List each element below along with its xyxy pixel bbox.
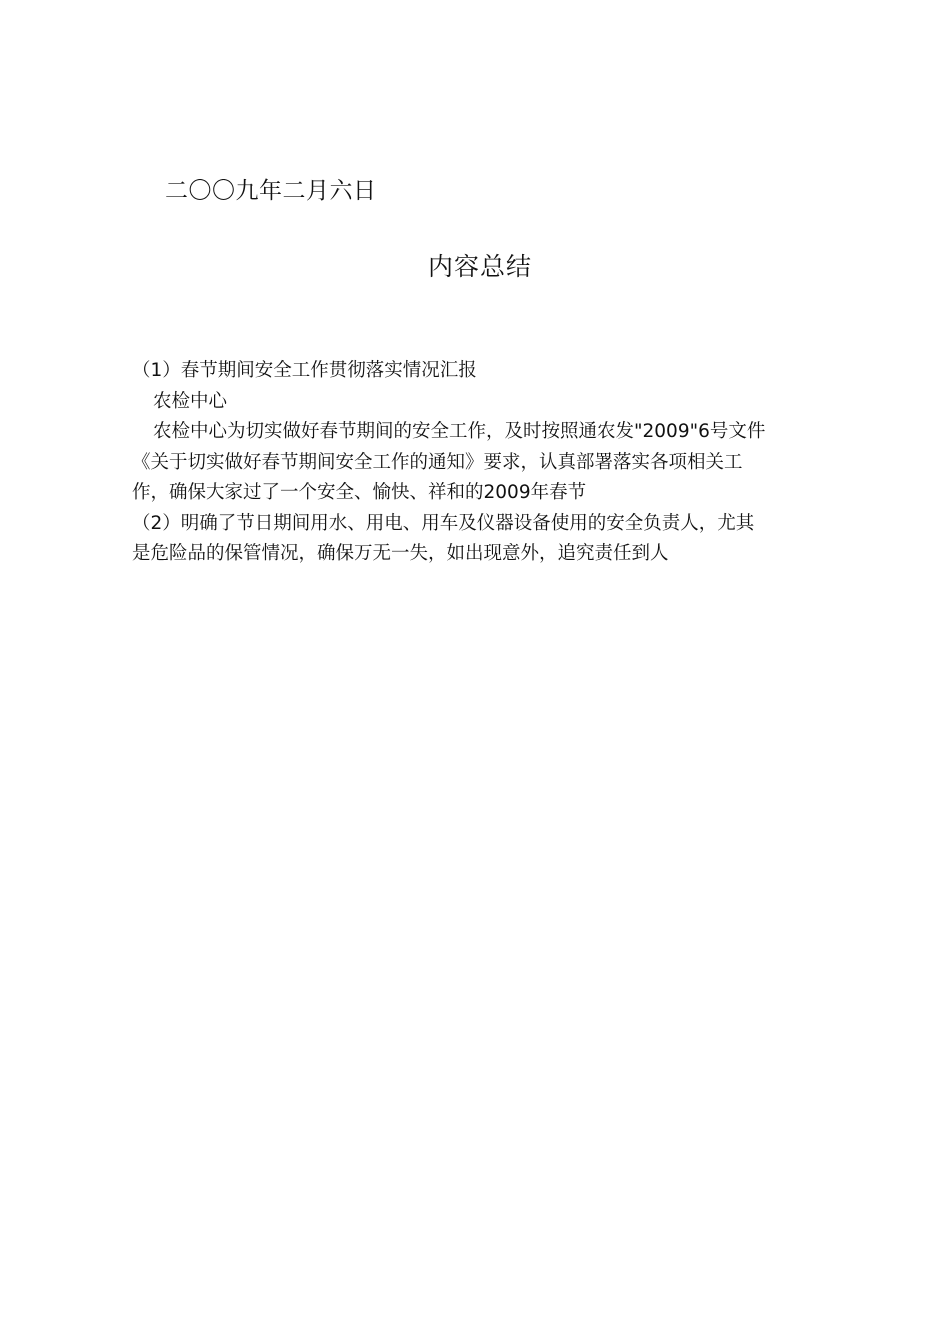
- paragraph-line: 是危险品的保管情况，确保万无一失，如出现意外，追究责任到人: [132, 543, 669, 564]
- paragraph-line: 作，确保大家过了一个安全、愉快、祥和的2009年春节: [132, 482, 587, 503]
- paragraph-heading-1: （1）春节期间安全工作贯彻落实情况汇报: [132, 360, 477, 381]
- paragraph-heading-2: （2）明确了节日期间用水、用电、用车及仪器设备使用的安全负责人，尤其: [132, 512, 755, 534]
- paragraph-line: 《关于切实做好春节期间安全工作的通知》要求，认真部署落实各项相关工: [132, 451, 743, 473]
- document-date: 二〇〇九年二月六日: [165, 178, 377, 204]
- document-body: [132, 356, 832, 570]
- paragraph-organization: 农检中心: [153, 390, 228, 412]
- section-title: 内容总结: [427, 252, 532, 281]
- paragraph-line: 农检中心为切实做好春节期间的安全工作，及时按照通农发"2009"6号文件: [153, 421, 766, 442]
